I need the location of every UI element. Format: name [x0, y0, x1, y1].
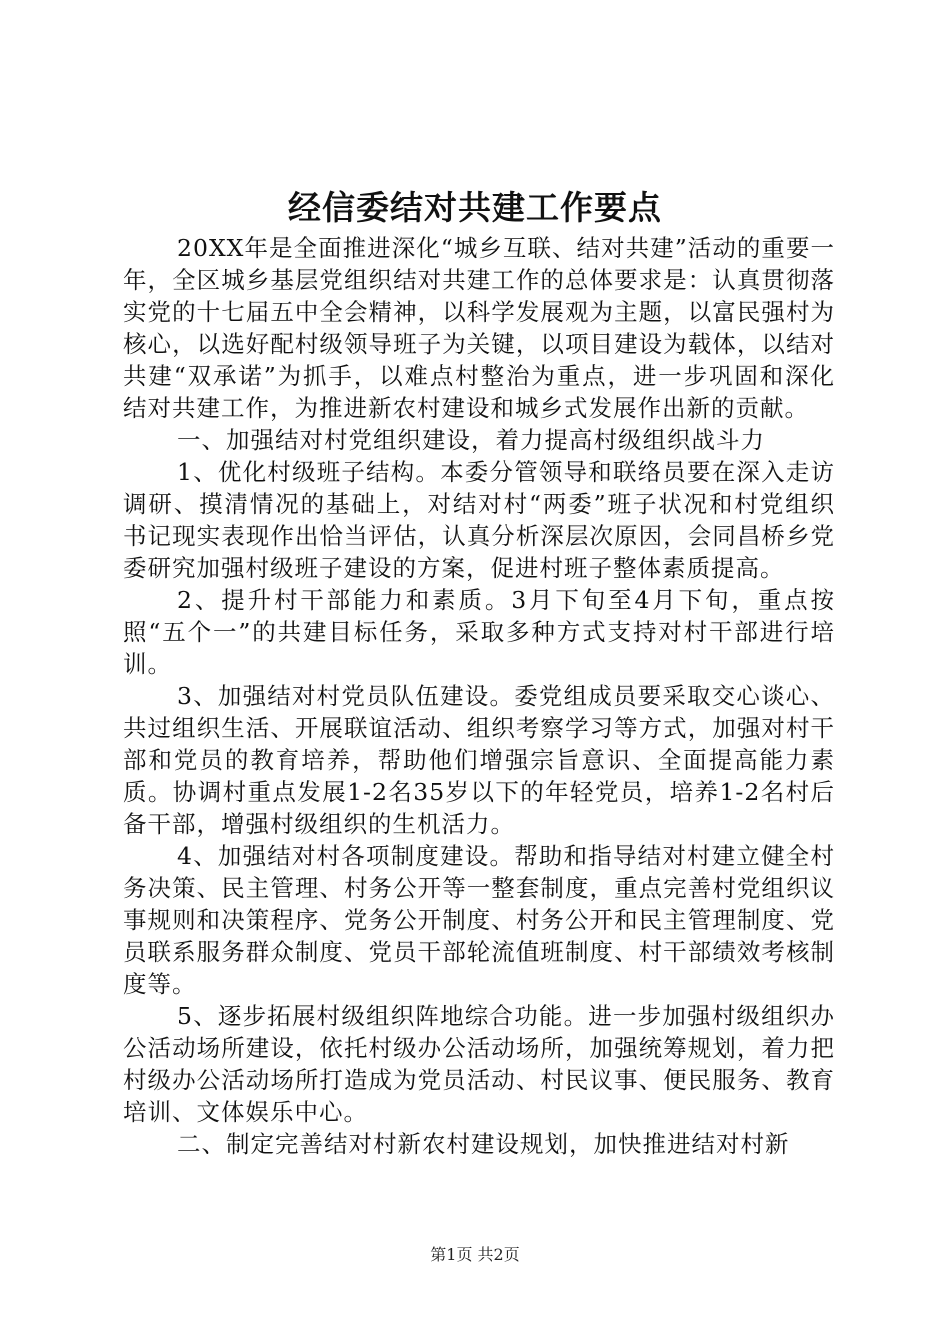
item-paragraph-1: 1、优化村级班子结构。本委分管领导和联络员要在深入走访调研、摸清情况的基础上，对结对村“两委”班子状况和村党组织书记现实表现作出恰当评估，认真分析深层次原因，会同昌桥乡党委研究加强村级班子建设的方案，促进村班子整体素质提高。: [123, 458, 835, 582]
document-title: 经信委结对共建工作要点: [288, 188, 662, 227]
item-paragraph-2: 2、提升村干部能力和素质。3月下旬至4月下旬，重点按照“五个一”的共建目标任务，采取多种方式支持对村干部进行培训。: [123, 586, 835, 678]
section-heading-2: 二、制定完善结对村新农村建设规划，加快推进结对村新: [177, 1130, 790, 1158]
item-paragraph-4: 4、加强结对村各项制度建设。帮助和指导结对村建立健全村务决策、民主管理、村务公开等一整套制度，重点完善村党组织议事规则和决策程序、党务公开制度、村务公开和民主管理制度、党员联系服务群众制度、党员干部轮流值班制度、村干部绩效考核制度等。: [123, 842, 835, 998]
page-number-footer: 第1页 共2页: [430, 1245, 520, 1264]
item-paragraph-5: 5、逐步拓展村级组织阵地综合功能。进一步加强村级组织办公活动场所建设，依托村级办公活动场所，加强统筹规划，着力把村级办公活动场所打造成为党员活动、村民议事、便民服务、教育培训、文体娱乐中心。: [123, 1002, 835, 1126]
section-heading-1: 一、加强结对村党组织建设，着力提高村级组织战斗力: [177, 426, 766, 454]
item-paragraph-3: 3、加强结对村党员队伍建设。委党组成员要采取交心谈心、共过组织生活、开展联谊活动、组织考察学习等方式，加强对村干部和党员的教育培养，帮助他们增强宗旨意识、全面提高能力素质。协调村重点发展1-2名35岁以下的年轻党员，培养1-2名村后备干部，增强村级组织的生机活力。: [123, 682, 835, 838]
document-body: [123, 232, 835, 1160]
intro-paragraph: 20XX年是全面推进深化“城乡互联、结对共建”活动的重要一年，全区城乡基层党组织结对共建工作的总体要求是：认真贯彻落实党的十七届五中全会精神，以科学发展观为主题，以富民强村为核心，以选好配村级领导班子为关键，以项目建设为载体，以结对共建“双承诺”为抓手，以难点村整治为重点，进一步巩固和深化结对共建工作，为推进新农村建设和城乡式发展作出新的贡献。: [123, 234, 835, 422]
